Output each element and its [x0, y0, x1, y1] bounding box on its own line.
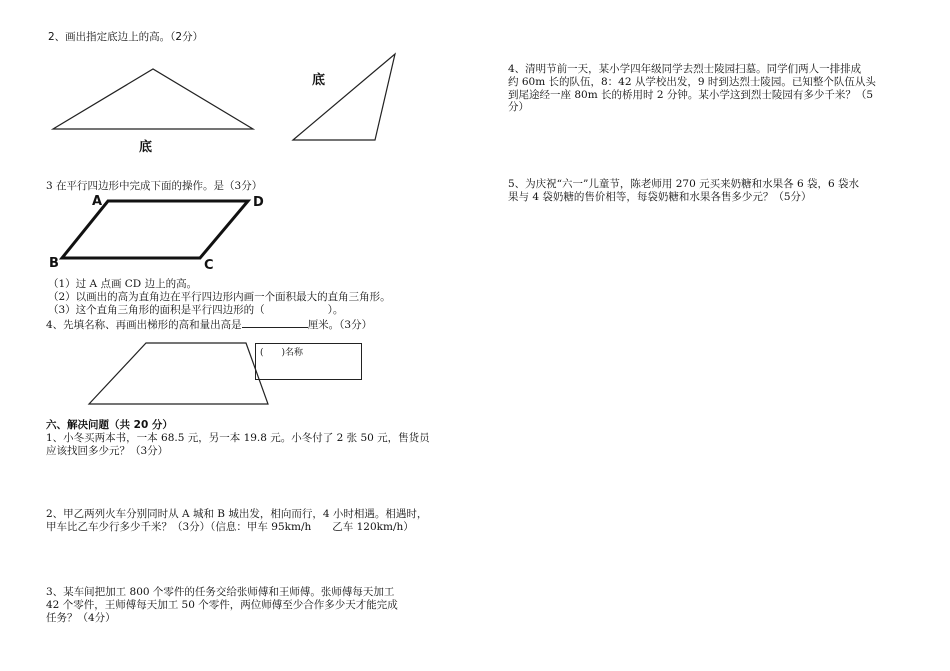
- problem-3-line-2: 42 个零件，王师傅每天加工 50 个零件，两位师傅至少合作多少天才能完成: [46, 599, 398, 611]
- vertex-c-label: C: [204, 258, 214, 273]
- q2-title: 2、画出指定底边上的高。（2分）: [48, 31, 204, 43]
- problem-1-line-2: 应该找回多少元？（3分）: [46, 445, 169, 457]
- q4-title-before: 4、先填名称、再画出梯形的高和量出高是: [46, 319, 242, 331]
- vertex-a-label: A: [92, 194, 103, 209]
- q3-item-1: （1）过 A 点画 CD 边上的高。: [48, 278, 198, 290]
- q4-name-box-text: ( )名称: [260, 348, 304, 358]
- q2-base-label-right: 底: [312, 73, 326, 88]
- q4-trapezoid: [89, 343, 268, 404]
- q4-name-box[interactable]: [255, 343, 362, 380]
- problem-5-line-1: 5、为庆祝“六一”儿童节，陈老师用 270 元买来奶糖和水果各 6 袋，6 袋水: [508, 178, 860, 190]
- problem-4-line-4: 分）: [508, 101, 529, 113]
- q3-item-2: （2）以画出的高为直角边在平行四边形内画一个面积最大的直角三角形。: [48, 291, 391, 303]
- problem-4-line-2: 约 60m 长的队伍，8：42 从学校出发，9 时到达烈士陵园。已知整个队伍从头: [508, 76, 876, 88]
- problem-3-line-3: 任务？（4分）: [46, 612, 116, 624]
- vertex-d-label: D: [253, 195, 264, 210]
- q4-title-after: 厘米。（3分）: [307, 319, 373, 331]
- problem-2-line-1: 2、甲乙两列火车分别同时从 A 城和 B 城出发，相向而行，4 小时相遇。相遇时，: [46, 508, 428, 520]
- problem-1-line-1: 1、小冬买两本书，一本 68.5 元，另一本 19.8 元。小冬付了 2 张 50 元，售货员: [46, 432, 430, 444]
- problem-4-line-1: 4、清明节前一天，某小学四年级同学去烈士陵园扫墓。同学们两人一排排成: [508, 63, 862, 75]
- problem-2-line-2: 甲车比乙车少行多少千米？（3分）（信息：甲车 95km/h 乙车 120km/h）: [46, 521, 414, 533]
- problem-4-line-3: 到尾途经一座 80m 长的桥用时 2 分钟。某小学这到烈士陵园有多少千米？（5: [508, 89, 874, 101]
- problem-3-line-1: 3、某车间把加工 800 个零件的任务交给张师傅和王师傅。张师傅每天加工: [46, 586, 395, 598]
- q2-base-label-left: 底: [139, 140, 153, 155]
- vertex-b-label: B: [49, 256, 59, 271]
- problem-5-line-2: 果与 4 袋奶糖的售价相等，每袋奶糖和水果各售多少元？（5分）: [508, 191, 812, 203]
- q3-item-3: （3）这个直角三角形的面积是平行四边形的（ ）。: [48, 304, 344, 316]
- q3-title: 3 在平行四边形中完成下面的操作。是（3分）: [46, 180, 263, 192]
- section-6-heading: 六、解决问题（共 20 分）: [46, 419, 173, 431]
